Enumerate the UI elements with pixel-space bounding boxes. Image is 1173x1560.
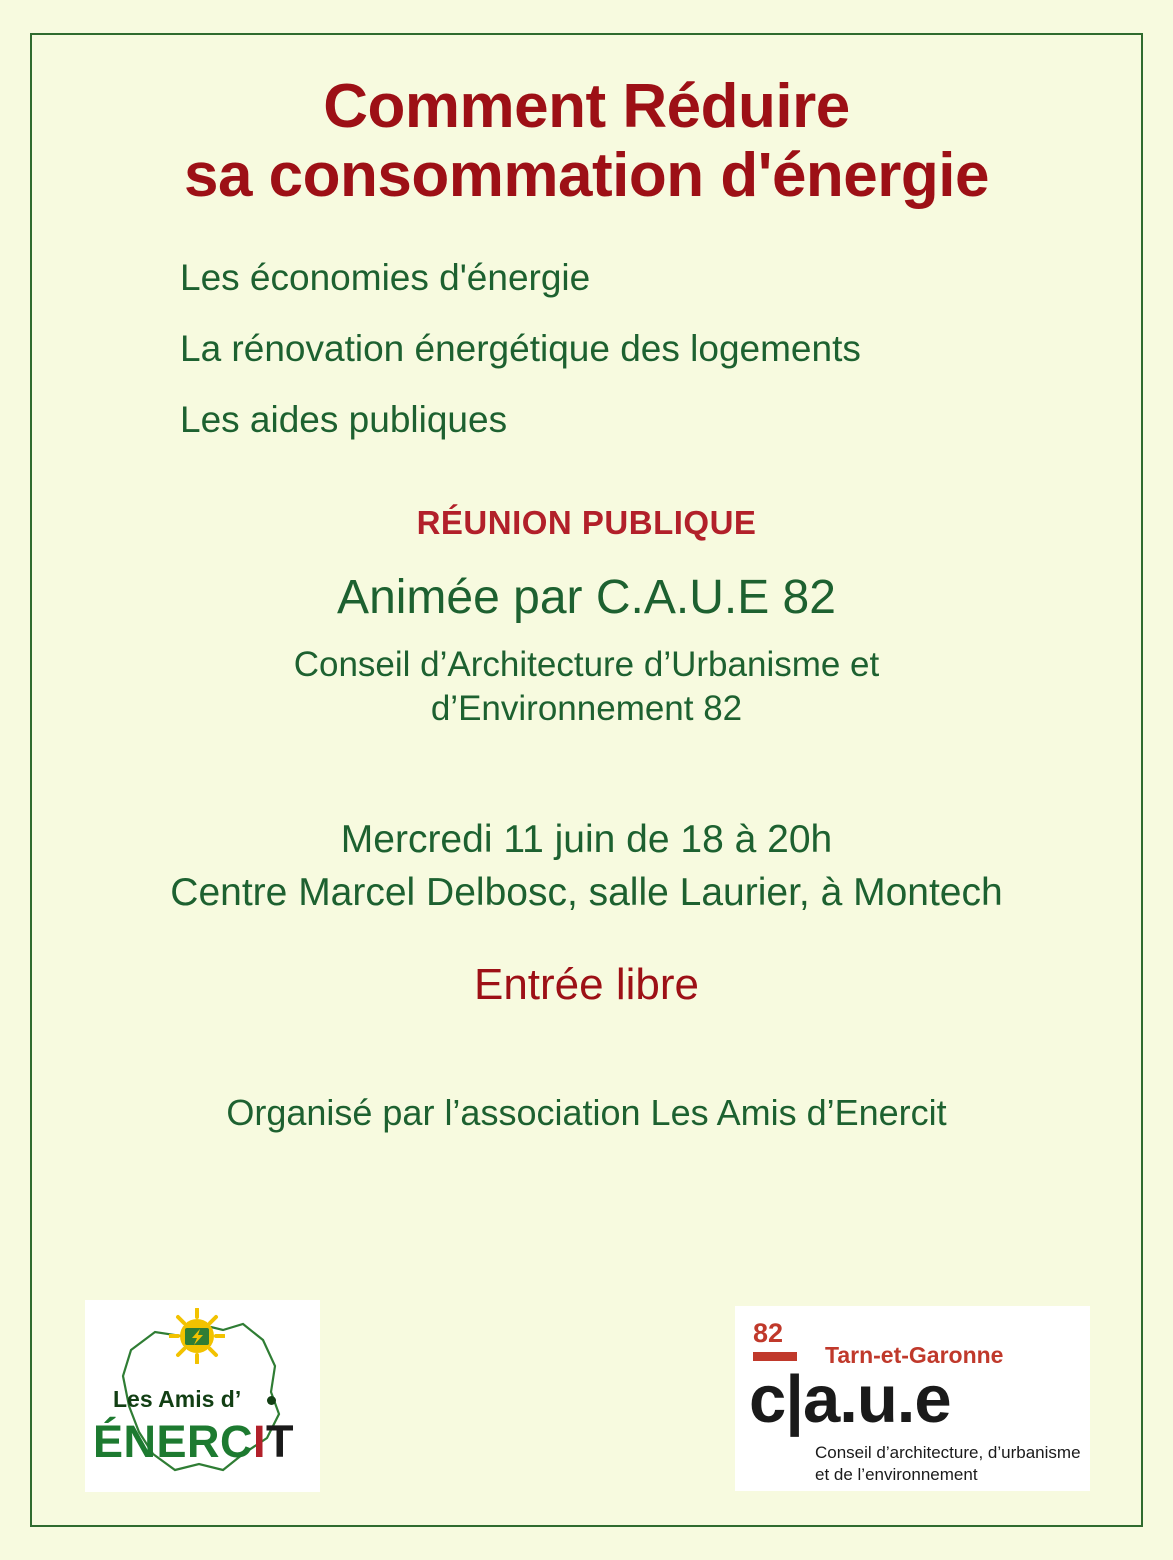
presenter-full-name bbox=[60, 643, 1113, 731]
caue-subtitle-line-2: et de l’environnement bbox=[815, 1465, 978, 1485]
enercit-tagline: Les Amis d’ bbox=[113, 1386, 242, 1412]
caue-wordmark: c|a.u.e bbox=[749, 1362, 951, 1437]
enercit-letters-nerc: NERC bbox=[123, 1416, 254, 1467]
list-item: Les économies d'énergie bbox=[180, 256, 591, 298]
enercit-letter-t: T bbox=[266, 1416, 295, 1467]
enercit-wordmark bbox=[93, 1416, 294, 1468]
admission-info: Entrée libre bbox=[473, 959, 699, 1009]
event-details bbox=[60, 814, 1113, 919]
enercit-letter-i: I bbox=[253, 1416, 267, 1467]
topics-list bbox=[60, 256, 1113, 440]
caue-red-bar bbox=[753, 1352, 797, 1361]
caue-department-number: 82 bbox=[753, 1318, 784, 1348]
sun-solar-icon bbox=[169, 1308, 225, 1364]
event-type-label: RÉUNION PUBLIQUE bbox=[416, 503, 757, 541]
presenter-name: Animée par C.A.U.E 82 bbox=[337, 570, 836, 624]
caue-subtitle bbox=[815, 1442, 1081, 1486]
presenter-full-name-line-2: d’Environnement 82 bbox=[430, 688, 743, 728]
title-line-1: Comment Réduire bbox=[323, 72, 850, 141]
caue-subtitle-line-1: Conseil d’architecture, d’urbanisme bbox=[815, 1443, 1081, 1462]
logo-caue bbox=[735, 1306, 1090, 1491]
enercit-letter-e: É bbox=[93, 1416, 124, 1467]
enercit-dot-icon bbox=[267, 1396, 276, 1405]
event-date: Mercredi 11 juin de 18 à 20h bbox=[340, 818, 833, 862]
page-title bbox=[60, 0, 1113, 211]
list-item: La rénovation énergétique des logements bbox=[180, 327, 861, 369]
list-item: Les aides publiques bbox=[180, 398, 508, 440]
logo-enercit bbox=[85, 1300, 320, 1492]
caue-department-name: Tarn-et-Garonne bbox=[825, 1342, 1004, 1368]
logo-row bbox=[0, 1300, 1173, 1500]
title-line-2: sa consommation d'énergie bbox=[183, 141, 989, 211]
event-location: Centre Marcel Delbosc, salle Laurier, à Montech bbox=[170, 871, 1003, 915]
organizer-info: Organisé par l’association Les Amis d’Enercit bbox=[226, 1091, 947, 1133]
presenter-full-name-line-1: Conseil d’Architecture d’Urbanisme et bbox=[293, 644, 880, 684]
